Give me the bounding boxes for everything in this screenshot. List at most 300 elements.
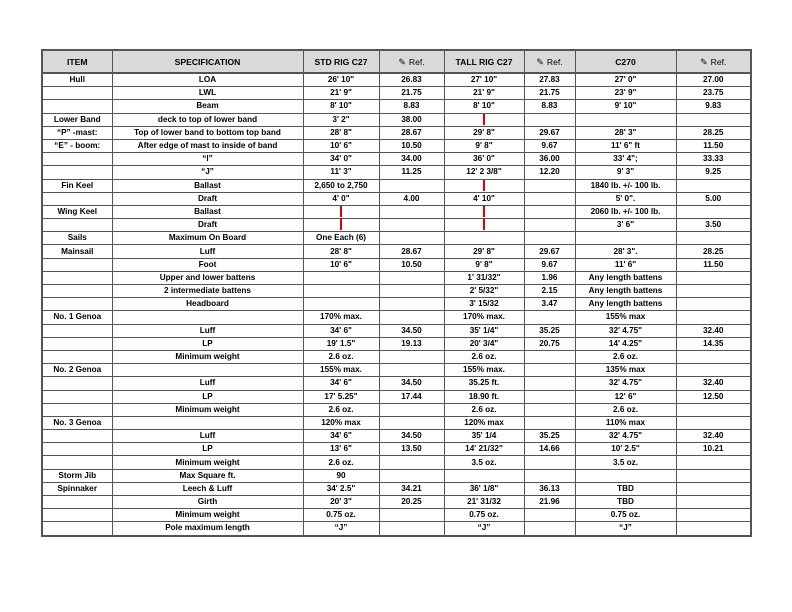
c270-cell: 2.6 oz. — [575, 403, 676, 416]
table-row — [42, 87, 751, 100]
tall-ref-cell — [524, 364, 575, 377]
tall-ref-cell: 2.15 — [524, 285, 575, 298]
std-rig-cell: 155% max. — [303, 364, 379, 377]
tall-ref-cell — [524, 469, 575, 482]
tall-ref-cell: 9.67 — [524, 258, 575, 271]
tall-ref-cell: 27.83 — [524, 73, 575, 87]
std-rig-cell: 8' 10" — [303, 100, 379, 113]
std-ref-cell — [379, 522, 444, 536]
red-marker — [483, 180, 485, 191]
std-ref-cell: 13.50 — [379, 443, 444, 456]
std-rig-cell: 10' 6" — [303, 258, 379, 271]
spec-cell: 2 intermediate battens — [112, 285, 303, 298]
tall-rig-cell: 20' 3/4" — [444, 337, 524, 350]
spec-cell: Max Square ft. — [112, 469, 303, 482]
spec-cell: “J” — [112, 166, 303, 179]
c270-cell: 110% max — [575, 416, 676, 429]
c270-cell: Any length battens — [575, 285, 676, 298]
tall-ref-cell: 21.75 — [524, 87, 575, 100]
spec-table — [41, 49, 752, 537]
c270-ref-cell — [676, 298, 751, 311]
std-rig-cell: 21' 9" — [303, 87, 379, 100]
table-row — [42, 113, 751, 126]
red-marker — [483, 206, 485, 217]
item-cell — [42, 522, 112, 536]
col-item-header: ITEM — [42, 50, 112, 73]
c270-cell: 10' 2.5" — [575, 443, 676, 456]
c270-cell: 135% max — [575, 364, 676, 377]
c270-ref-cell: 5.00 — [676, 192, 751, 205]
c270-cell: 32' 4.75" — [575, 324, 676, 337]
tall-rig-cell: 0.75 oz. — [444, 509, 524, 522]
tall-rig-cell: 9' 8" — [444, 139, 524, 152]
spec-cell: Maximum On Board — [112, 232, 303, 245]
item-cell — [42, 337, 112, 350]
std-rig-cell: 0.75 oz. — [303, 509, 379, 522]
tall-ref-cell: 29.67 — [524, 126, 575, 139]
c270-ref-cell: 28.25 — [676, 126, 751, 139]
std-ref-cell — [379, 509, 444, 522]
ref-label: Ref. — [546, 56, 563, 67]
tall-rig-cell — [444, 179, 524, 192]
c270-cell: 12' 6" — [575, 390, 676, 403]
spec-cell: Minimum weight — [112, 509, 303, 522]
c270-cell: 1840 lb. +/- 100 lb. — [575, 179, 676, 192]
std-ref-cell: 21.75 — [379, 87, 444, 100]
item-cell — [42, 285, 112, 298]
std-rig-cell: 11' 3" — [303, 166, 379, 179]
item-cell — [42, 166, 112, 179]
std-rig-cell: 20' 3" — [303, 496, 379, 509]
std-ref-cell: 28.67 — [379, 245, 444, 258]
tall-rig-cell: 1' 31/32" — [444, 271, 524, 284]
tall-ref-cell — [524, 350, 575, 363]
std-rig-cell: 28' 8" — [303, 126, 379, 139]
std-ref-cell: 26.83 — [379, 73, 444, 87]
spec-cell: LP — [112, 390, 303, 403]
spec-cell: Headboard — [112, 298, 303, 311]
table-row — [42, 126, 751, 139]
spec-cell: Upper and lower battens — [112, 271, 303, 284]
tall-rig-cell — [444, 469, 524, 482]
tall-ref-cell — [524, 192, 575, 205]
c270-ref-cell: 3.50 — [676, 219, 751, 232]
table-row — [42, 469, 751, 482]
c270-cell: 9' 10" — [575, 100, 676, 113]
c270-ref-cell — [676, 496, 751, 509]
std-ref-cell — [379, 311, 444, 324]
std-ref-cell: 34.00 — [379, 153, 444, 166]
std-rig-cell: 34' 6" — [303, 324, 379, 337]
table-row — [42, 179, 751, 192]
std-rig-cell: 13' 6" — [303, 443, 379, 456]
tall-rig-cell: 120% max — [444, 416, 524, 429]
tall-rig-cell: 36' 0" — [444, 153, 524, 166]
std-ref-cell: 34.50 — [379, 377, 444, 390]
table-row — [42, 390, 751, 403]
std-rig-cell — [303, 219, 379, 232]
spec-cell: After edge of mast to inside of band — [112, 139, 303, 152]
spec-cell: Draft — [112, 192, 303, 205]
c270-cell: 27' 0" — [575, 73, 676, 87]
c270-ref-cell — [676, 522, 751, 536]
tall-rig-cell: 155% max. — [444, 364, 524, 377]
tall-rig-cell: 18.90 ft. — [444, 390, 524, 403]
spec-cell: Top of lower band to bottom top band — [112, 126, 303, 139]
item-cell: “P” -mast: — [42, 126, 112, 139]
tall-rig-cell: 8' 10" — [444, 100, 524, 113]
spec-cell: Luff — [112, 377, 303, 390]
table-row — [42, 205, 751, 218]
red-marker — [340, 219, 342, 230]
std-ref-cell — [379, 350, 444, 363]
tall-rig-cell — [444, 219, 524, 232]
table-row — [42, 73, 751, 87]
table-row — [42, 245, 751, 258]
std-rig-cell: One Each (6) — [303, 232, 379, 245]
tall-rig-cell: 3.5 oz. — [444, 456, 524, 469]
c270-cell: 155% max — [575, 311, 676, 324]
std-ref-cell — [379, 364, 444, 377]
std-ref-cell — [379, 298, 444, 311]
std-rig-cell: 34' 0" — [303, 153, 379, 166]
tall-ref-cell: 12.20 — [524, 166, 575, 179]
c270-ref-cell — [676, 482, 751, 495]
tall-rig-cell: 21' 31/32 — [444, 496, 524, 509]
spec-cell — [112, 364, 303, 377]
pencil-icon: ✎ — [536, 56, 544, 67]
tall-rig-cell — [444, 113, 524, 126]
c270-cell — [575, 232, 676, 245]
tall-rig-cell: 2' 5/32" — [444, 285, 524, 298]
spec-cell: Ballast — [112, 179, 303, 192]
table-row — [42, 482, 751, 495]
std-rig-cell — [303, 285, 379, 298]
col-c270-ref-header — [676, 50, 751, 73]
spec-cell — [112, 416, 303, 429]
c270-ref-cell — [676, 232, 751, 245]
spec-cell: Minimum weight — [112, 350, 303, 363]
table-row — [42, 219, 751, 232]
c270-cell: 11' 6" ft — [575, 139, 676, 152]
item-cell — [42, 377, 112, 390]
c270-ref-cell — [676, 403, 751, 416]
item-cell — [42, 298, 112, 311]
spec-cell: LWL — [112, 87, 303, 100]
c270-ref-cell: 32.40 — [676, 430, 751, 443]
tall-rig-cell: 29' 8" — [444, 126, 524, 139]
c270-cell: 0.75 oz. — [575, 509, 676, 522]
col-tall-rig-header: TALL RIG C27 — [444, 50, 524, 73]
item-cell: Sails — [42, 232, 112, 245]
c270-cell: 32' 4.75" — [575, 377, 676, 390]
table-row — [42, 522, 751, 536]
item-cell — [42, 390, 112, 403]
table-row — [42, 324, 751, 337]
std-rig-cell: 90 — [303, 469, 379, 482]
c270-cell: 3' 6" — [575, 219, 676, 232]
table-row — [42, 337, 751, 350]
std-ref-cell — [379, 179, 444, 192]
c270-ref-cell — [676, 285, 751, 298]
c270-ref-cell — [676, 469, 751, 482]
std-rig-cell: 34' 6" — [303, 430, 379, 443]
item-cell — [42, 324, 112, 337]
c270-ref-cell: 11.50 — [676, 139, 751, 152]
tall-rig-cell: 21' 9" — [444, 87, 524, 100]
c270-ref-cell — [676, 350, 751, 363]
item-cell: No. 3 Genoa — [42, 416, 112, 429]
table-row — [42, 403, 751, 416]
spec-table-body — [42, 73, 751, 536]
col-std-ref-header — [379, 50, 444, 73]
table-row — [42, 192, 751, 205]
tall-rig-cell: 4' 10" — [444, 192, 524, 205]
table-row — [42, 285, 751, 298]
tall-ref-cell — [524, 179, 575, 192]
c270-cell — [575, 469, 676, 482]
table-row — [42, 100, 751, 113]
c270-ref-cell: 11.50 — [676, 258, 751, 271]
c270-cell — [575, 113, 676, 126]
tall-rig-cell — [444, 205, 524, 218]
item-cell — [42, 100, 112, 113]
c270-ref-cell: 27.00 — [676, 73, 751, 87]
std-ref-cell: 19.13 — [379, 337, 444, 350]
spec-cell: Girth — [112, 496, 303, 509]
c270-cell: 32' 4.75" — [575, 430, 676, 443]
tall-ref-cell: 14.66 — [524, 443, 575, 456]
c270-ref-cell: 12.50 — [676, 390, 751, 403]
tall-ref-cell: 1.96 — [524, 271, 575, 284]
std-ref-cell — [379, 285, 444, 298]
red-marker — [483, 219, 485, 230]
c270-ref-cell — [676, 179, 751, 192]
c270-cell: Any length battens — [575, 271, 676, 284]
spec-cell: LP — [112, 337, 303, 350]
std-ref-cell: 34.50 — [379, 430, 444, 443]
tall-ref-cell: 35.25 — [524, 430, 575, 443]
tall-rig-cell: 35' 1/4 — [444, 430, 524, 443]
std-ref-cell: 20.25 — [379, 496, 444, 509]
std-ref-cell — [379, 219, 444, 232]
c270-cell: “J” — [575, 522, 676, 536]
c270-cell: 11' 6" — [575, 258, 676, 271]
std-ref-cell — [379, 271, 444, 284]
item-cell — [42, 87, 112, 100]
c270-ref-cell — [676, 311, 751, 324]
std-ref-cell: 38.00 — [379, 113, 444, 126]
tall-rig-cell: 14' 21/32" — [444, 443, 524, 456]
item-cell — [42, 219, 112, 232]
table-row — [42, 271, 751, 284]
c270-cell: 2060 lb. +/- 100 lb. — [575, 205, 676, 218]
tall-rig-cell: 9' 8" — [444, 258, 524, 271]
tall-rig-cell: 3' 15/32 — [444, 298, 524, 311]
tall-ref-cell — [524, 456, 575, 469]
pencil-icon: ✎ — [700, 56, 708, 67]
table-row — [42, 364, 751, 377]
c270-ref-cell: 28.25 — [676, 245, 751, 258]
table-row — [42, 153, 751, 166]
tall-ref-cell — [524, 377, 575, 390]
std-rig-cell: 2.6 oz. — [303, 350, 379, 363]
std-rig-cell: 19' 1.5" — [303, 337, 379, 350]
c270-cell: 5' 0". — [575, 192, 676, 205]
c270-ref-cell: 9.83 — [676, 100, 751, 113]
c270-cell: 9' 3" — [575, 166, 676, 179]
c270-ref-cell — [676, 205, 751, 218]
std-rig-cell: 26' 10" — [303, 73, 379, 87]
table-row — [42, 232, 751, 245]
spec-cell: Luff — [112, 245, 303, 258]
ref-label: Ref. — [710, 56, 727, 67]
table-row — [42, 430, 751, 443]
tall-ref-cell — [524, 390, 575, 403]
item-cell — [42, 153, 112, 166]
tall-ref-cell: 3.47 — [524, 298, 575, 311]
spec-cell: deck to top of lower band — [112, 113, 303, 126]
tall-ref-cell — [524, 232, 575, 245]
tall-rig-cell: “J” — [444, 522, 524, 536]
c270-cell: 2.6 oz. — [575, 350, 676, 363]
table-row — [42, 509, 751, 522]
table-row — [42, 258, 751, 271]
tall-rig-cell: 12' 2 3/8" — [444, 166, 524, 179]
std-rig-cell: 10' 6" — [303, 139, 379, 152]
item-cell: Hull — [42, 73, 112, 87]
tall-ref-cell — [524, 311, 575, 324]
tall-ref-cell: 36.00 — [524, 153, 575, 166]
c270-cell: 23' 9" — [575, 87, 676, 100]
item-cell: Lower Band — [42, 113, 112, 126]
std-ref-cell: 4.00 — [379, 192, 444, 205]
red-marker — [483, 114, 485, 125]
item-cell — [42, 192, 112, 205]
spec-cell: Luff — [112, 430, 303, 443]
item-cell: Mainsail — [42, 245, 112, 258]
std-rig-cell: 170% max. — [303, 311, 379, 324]
table-row — [42, 311, 751, 324]
spec-cell: LOA — [112, 73, 303, 87]
c270-ref-cell — [676, 364, 751, 377]
table-row — [42, 416, 751, 429]
spec-cell — [112, 311, 303, 324]
std-ref-cell: 34.21 — [379, 482, 444, 495]
table-row — [42, 443, 751, 456]
std-rig-cell: 2,650 to 2,750 — [303, 179, 379, 192]
c270-ref-cell: 33.33 — [676, 153, 751, 166]
spec-cell: Foot — [112, 258, 303, 271]
c270-cell: 33' 4"; — [575, 153, 676, 166]
tall-ref-cell: 8.83 — [524, 100, 575, 113]
tall-ref-cell: 20.75 — [524, 337, 575, 350]
table-row — [42, 496, 751, 509]
col-specification-header: SPECIFICATION — [112, 50, 303, 73]
item-cell: Storm Jib — [42, 469, 112, 482]
c270-ref-cell — [676, 456, 751, 469]
tall-ref-cell: 35.25 — [524, 324, 575, 337]
std-ref-cell: 34.50 — [379, 324, 444, 337]
std-rig-cell: “J” — [303, 522, 379, 536]
std-rig-cell: 34' 6" — [303, 377, 379, 390]
c270-ref-cell — [676, 509, 751, 522]
std-ref-cell: 10.50 — [379, 139, 444, 152]
item-cell — [42, 443, 112, 456]
std-ref-cell: 28.67 — [379, 126, 444, 139]
std-ref-cell: 10.50 — [379, 258, 444, 271]
spec-cell: Draft — [112, 219, 303, 232]
table-row — [42, 377, 751, 390]
spec-cell: Luff — [112, 324, 303, 337]
c270-ref-cell — [676, 271, 751, 284]
tall-ref-cell — [524, 113, 575, 126]
item-cell — [42, 271, 112, 284]
item-cell: Fin Keel — [42, 179, 112, 192]
tall-ref-cell — [524, 403, 575, 416]
std-rig-cell — [303, 205, 379, 218]
item-cell — [42, 496, 112, 509]
std-ref-cell: 17.44 — [379, 390, 444, 403]
c270-ref-cell: 23.75 — [676, 87, 751, 100]
c270-cell: 28' 3". — [575, 245, 676, 258]
tall-ref-cell — [524, 509, 575, 522]
c270-ref-cell: 9.25 — [676, 166, 751, 179]
c270-cell: Any length battens — [575, 298, 676, 311]
std-rig-cell: 2.6 oz. — [303, 403, 379, 416]
red-marker — [340, 206, 342, 217]
std-ref-cell: 8.83 — [379, 100, 444, 113]
std-rig-cell: 17' 5.25" — [303, 390, 379, 403]
c270-cell: TBD — [575, 482, 676, 495]
table-row — [42, 350, 751, 363]
std-ref-cell — [379, 205, 444, 218]
item-cell: “E” - boom: — [42, 139, 112, 152]
spec-cell: Minimum weight — [112, 456, 303, 469]
item-cell — [42, 258, 112, 271]
ref-label: Ref. — [408, 56, 425, 67]
item-cell: No. 1 Genoa — [42, 311, 112, 324]
item-cell: Spinnaker — [42, 482, 112, 495]
tall-rig-cell: 35.25 ft. — [444, 377, 524, 390]
std-rig-cell: 2.6 oz. — [303, 456, 379, 469]
tall-rig-cell: 36' 1/8" — [444, 482, 524, 495]
item-cell — [42, 509, 112, 522]
item-cell: Wing Keel — [42, 205, 112, 218]
tall-rig-cell: 29' 8" — [444, 245, 524, 258]
std-ref-cell — [379, 232, 444, 245]
std-rig-cell — [303, 271, 379, 284]
spec-cell: “I” — [112, 153, 303, 166]
spec-cell: Minimum weight — [112, 403, 303, 416]
spec-cell: Ballast — [112, 205, 303, 218]
c270-ref-cell — [676, 113, 751, 126]
c270-ref-cell: 10.21 — [676, 443, 751, 456]
tall-rig-cell: 170% max. — [444, 311, 524, 324]
std-ref-cell — [379, 403, 444, 416]
c270-ref-cell: 32.40 — [676, 324, 751, 337]
std-rig-cell: 3' 2" — [303, 113, 379, 126]
table-row — [42, 166, 751, 179]
tall-rig-cell: 2.6 oz. — [444, 350, 524, 363]
tall-rig-cell: 2.6 oz. — [444, 403, 524, 416]
std-ref-cell — [379, 469, 444, 482]
std-rig-cell: 120% max — [303, 416, 379, 429]
c270-cell: TBD — [575, 496, 676, 509]
tall-ref-cell: 21.96 — [524, 496, 575, 509]
tall-ref-cell — [524, 522, 575, 536]
tall-ref-cell: 29.67 — [524, 245, 575, 258]
